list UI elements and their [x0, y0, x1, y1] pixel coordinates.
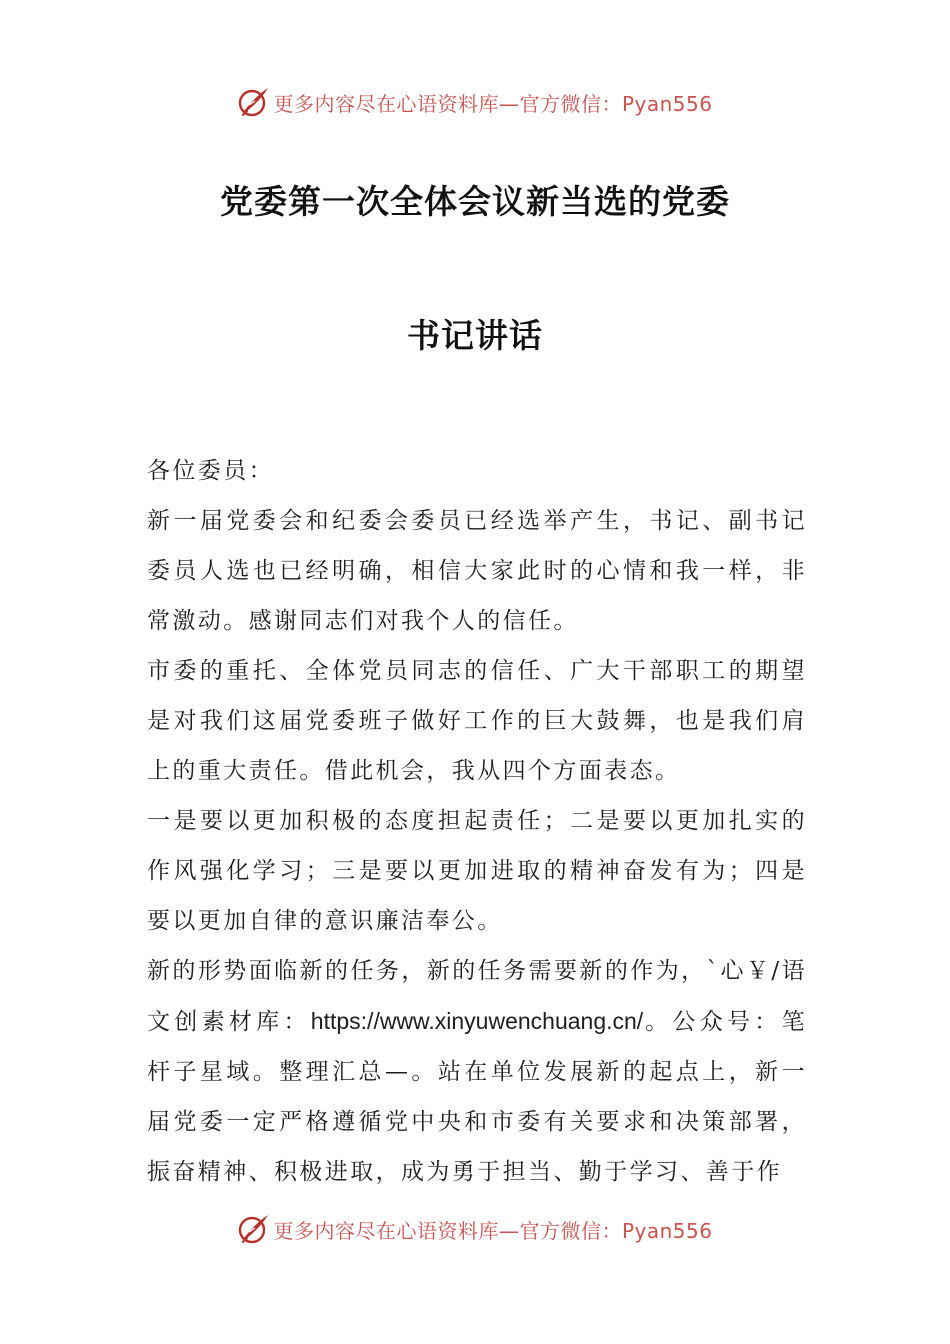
- banner-text: 更多内容尽在心语资料库—官方微信：Pyan556: [273, 91, 713, 116]
- page-title-line-2: 书记讲话: [407, 316, 543, 355]
- document-body: [147, 446, 807, 1197]
- paragraph-4: [147, 946, 807, 1197]
- paragraph-3: 一是要以更加积极的态度担起责任；二是要以更加扎实的作风强化学习；三是要以更加进取的精神奋发有为；四是要以更加自律的意识廉洁奉公。: [147, 808, 807, 934]
- header-banner: [0, 80, 950, 124]
- pen-logo-icon: [237, 1212, 271, 1246]
- paragraph-4-rest: 。公众号：笔杆子星域。整理汇总—。站在单位发展新的起点上，新一届党委一定严格遵循党中央和市委有关要求和决策部署，振奋精神、积极进取，成为勇于担当、勤于学习、善于作: [147, 1009, 807, 1185]
- salutation: 各位委员：: [147, 458, 274, 484]
- source-url-link[interactable]: https://www.xinyuwenchuang.cn/: [310, 1008, 644, 1034]
- paragraph-1: 新一届党委会和纪委会委员已经选举产生，书记、副书记委员人选也已经明确，相信大家此时的心情和我一样，非常激动。感谢同志们对我个人的信任。: [147, 508, 807, 634]
- banner-text: 更多内容尽在心语资料库—官方微信：Pyan556: [273, 1218, 713, 1243]
- page-title-line-1: 党委第一次全体会议新当选的党委: [220, 182, 730, 221]
- footer-banner: [0, 1207, 950, 1251]
- pen-logo-icon: [237, 85, 271, 119]
- paragraph-2: 市委的重托、全体党员同志的信任、广大干部职工的期望是对我们这届党委班子做好工作的巨大鼓舞，也是我们肩上的重大责任。借此机会，我从四个方面表态。: [147, 658, 807, 784]
- paragraph-4-intro: 新的形势面临新的任务，新的任务需要新的作为，`心￥/语文创素材库：: [147, 958, 807, 1035]
